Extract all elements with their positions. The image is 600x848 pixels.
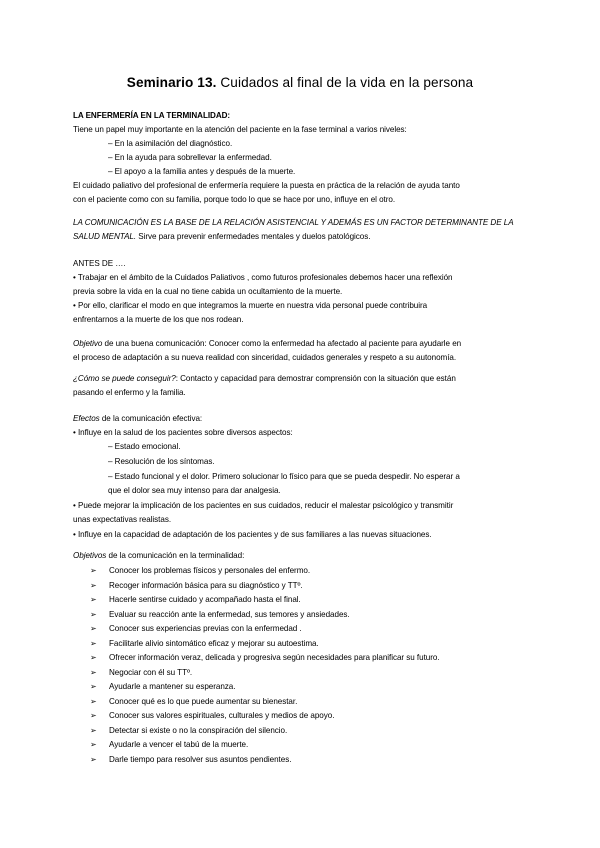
objective-item: Conocer sus valores espirituales, culturales y medios de apoyo.: [109, 711, 335, 720]
arrow-bullet-icon: ➢: [90, 580, 97, 590]
paragraph-line: con el paciente como con su familia, porque todo lo que se hace por uno, influye en el otro.: [73, 195, 396, 204]
arrow-bullet-icon: ➢: [90, 740, 97, 749]
objective-item: Hacerle sentirse cuidado y acompañado hasta el final.: [109, 595, 301, 604]
list-item: – Estado funcional y el dolor. Primero solucionar lo físico para que se pueda despedir. No esperar a: [108, 472, 460, 481]
objective-item: Evaluar su reacción ante la enfermedad, sus temores y ansiedades.: [109, 609, 350, 619]
paragraph-line: unas expectativas realistas.: [73, 515, 172, 524]
arrow-bullet-icon: ➢: [90, 653, 97, 662]
section-heading-terminalidad: LA ENFERMERÍA EN LA TERMINALIDAD:: [73, 111, 231, 120]
arrow-bullet-icon: ➢: [90, 754, 97, 764]
paragraph-line: • Trabajar en el ámbito de la Cuidados Paliativos , como futuros profesionales debemos hacer una reflexión: [73, 273, 453, 282]
paragraph-line: SALUD MENTAL. Sirve para prevenir enfermedades mentales y duelos patológicos.: [73, 232, 371, 241]
list-item: – Estado emocional.: [108, 442, 181, 451]
paragraph-line: • Por ello, clarificar el modo en que integramos la muerte en nuestra vida personal puede contribuira: [73, 301, 428, 310]
paragraph-line: Tiene un papel muy importante en la atención del paciente en la fase terminal a varios niveles:: [73, 125, 407, 134]
list-item: – En la ayuda para sobrellevar la enfermedad.: [108, 153, 272, 162]
paragraph-line: pasando el enfermo y la familia.: [73, 388, 186, 397]
paragraph-line: enfrentarnos a la muerte de los que nos rodean.: [73, 315, 244, 324]
section-heading-antes: ANTES DE ….: [73, 259, 126, 268]
paragraph-line: • Influye en la salud de los pacientes sobre diversos aspectos:: [73, 428, 293, 437]
objective-item: Conocer qué es lo que puede aumentar su bienestar.: [109, 696, 298, 706]
list-item: que el dolor sea muy intenso para dar analgesia.: [108, 486, 281, 495]
section-heading-objetivos: Objetivos de la comunicación en la terminalidad:: [73, 551, 245, 560]
arrow-bullet-icon: ➢: [90, 566, 97, 575]
arrow-bullet-icon: ➢: [90, 595, 97, 604]
paragraph-line: el proceso de adaptación a su nueva realidad con sinceridad, cuidados generales y respeto a su autonomía.: [73, 353, 457, 362]
objective-item: Negociar con él su TTº.: [109, 667, 193, 677]
list-item: – El apoyo a la familia antes y después de la muerte.: [108, 167, 296, 176]
arrow-bullet-icon: ➢: [90, 609, 97, 619]
objective-item: Facilitarle alivio sintomático eficaz y mejorar su autoestima.: [109, 638, 319, 648]
arrow-bullet-icon: ➢: [90, 682, 97, 691]
paragraph-line: Objetivo de una buena comunicación: Conocer como la enfermedad ha afectado al paciente para ayudarle en: [73, 339, 462, 348]
arrow-bullet-icon: ➢: [90, 696, 97, 706]
objective-item: Conocer sus experiencias previas con la enfermedad .: [109, 624, 302, 633]
arrow-bullet-icon: ➢: [90, 624, 97, 633]
paragraph-line: LA COMUNICACIÓN ES LA BASE DE LA RELACIÓN ASISTENCIAL Y ADEMÁS ES UN FACTOR DETERMINANTE DE LA: [73, 218, 514, 227]
objective-item: Conocer los problemas físicos y personales del enfermo.: [109, 566, 311, 575]
section-heading-efectos: Efectos de la comunicación efectiva:: [73, 414, 203, 423]
paragraph-line: • Puede mejorar la implicación de los pacientes en sus cuidados, reducir el malestar psicológico y transmitir: [73, 501, 454, 510]
objective-item: Ayudarle a mantener su esperanza.: [109, 682, 236, 691]
paragraph-line: • Influye en la capacidad de adaptación de los pacientes y de sus familiares a las nuevas situaciones.: [73, 530, 432, 539]
list-item: – En la asimilación del diagnóstico.: [108, 139, 233, 148]
arrow-bullet-icon: ➢: [90, 711, 97, 720]
objective-item: Darle tiempo para resolver sus asuntos pendientes.: [109, 754, 292, 764]
objective-item: Recoger información básica para su diagnóstico y TTº.: [109, 580, 303, 590]
objective-item: Ofrecer información veraz, delicada y progresiva según necesidades para planificar su futuro.: [109, 653, 440, 662]
list-item: – Resolución de los síntomas.: [108, 457, 215, 466]
objective-item: Detectar si existe o no la conspiración del silencio.: [109, 725, 288, 735]
paragraph-line: ¿Cómo se puede conseguir?: Contacto y capacidad para demostrar comprensión con la situación que están: [73, 374, 456, 383]
paragraph-line: previa sobre la vida en la cual no tiene cabida un ocultamiento de la muerte.: [73, 287, 343, 296]
objective-item: Ayudarle a vencer el tabú de la muerte.: [109, 740, 249, 749]
arrow-bullet-icon: ➢: [90, 638, 97, 648]
page-title: Seminario 13. Cuidados al final de la vida en la persona: [126, 75, 474, 90]
arrow-bullet-icon: ➢: [90, 725, 97, 735]
arrow-bullet-icon: ➢: [90, 667, 97, 677]
paragraph-line: El cuidado paliativo del profesional de enfermería requiere la puesta en práctica de la relación de ayuda tanto: [73, 181, 460, 190]
